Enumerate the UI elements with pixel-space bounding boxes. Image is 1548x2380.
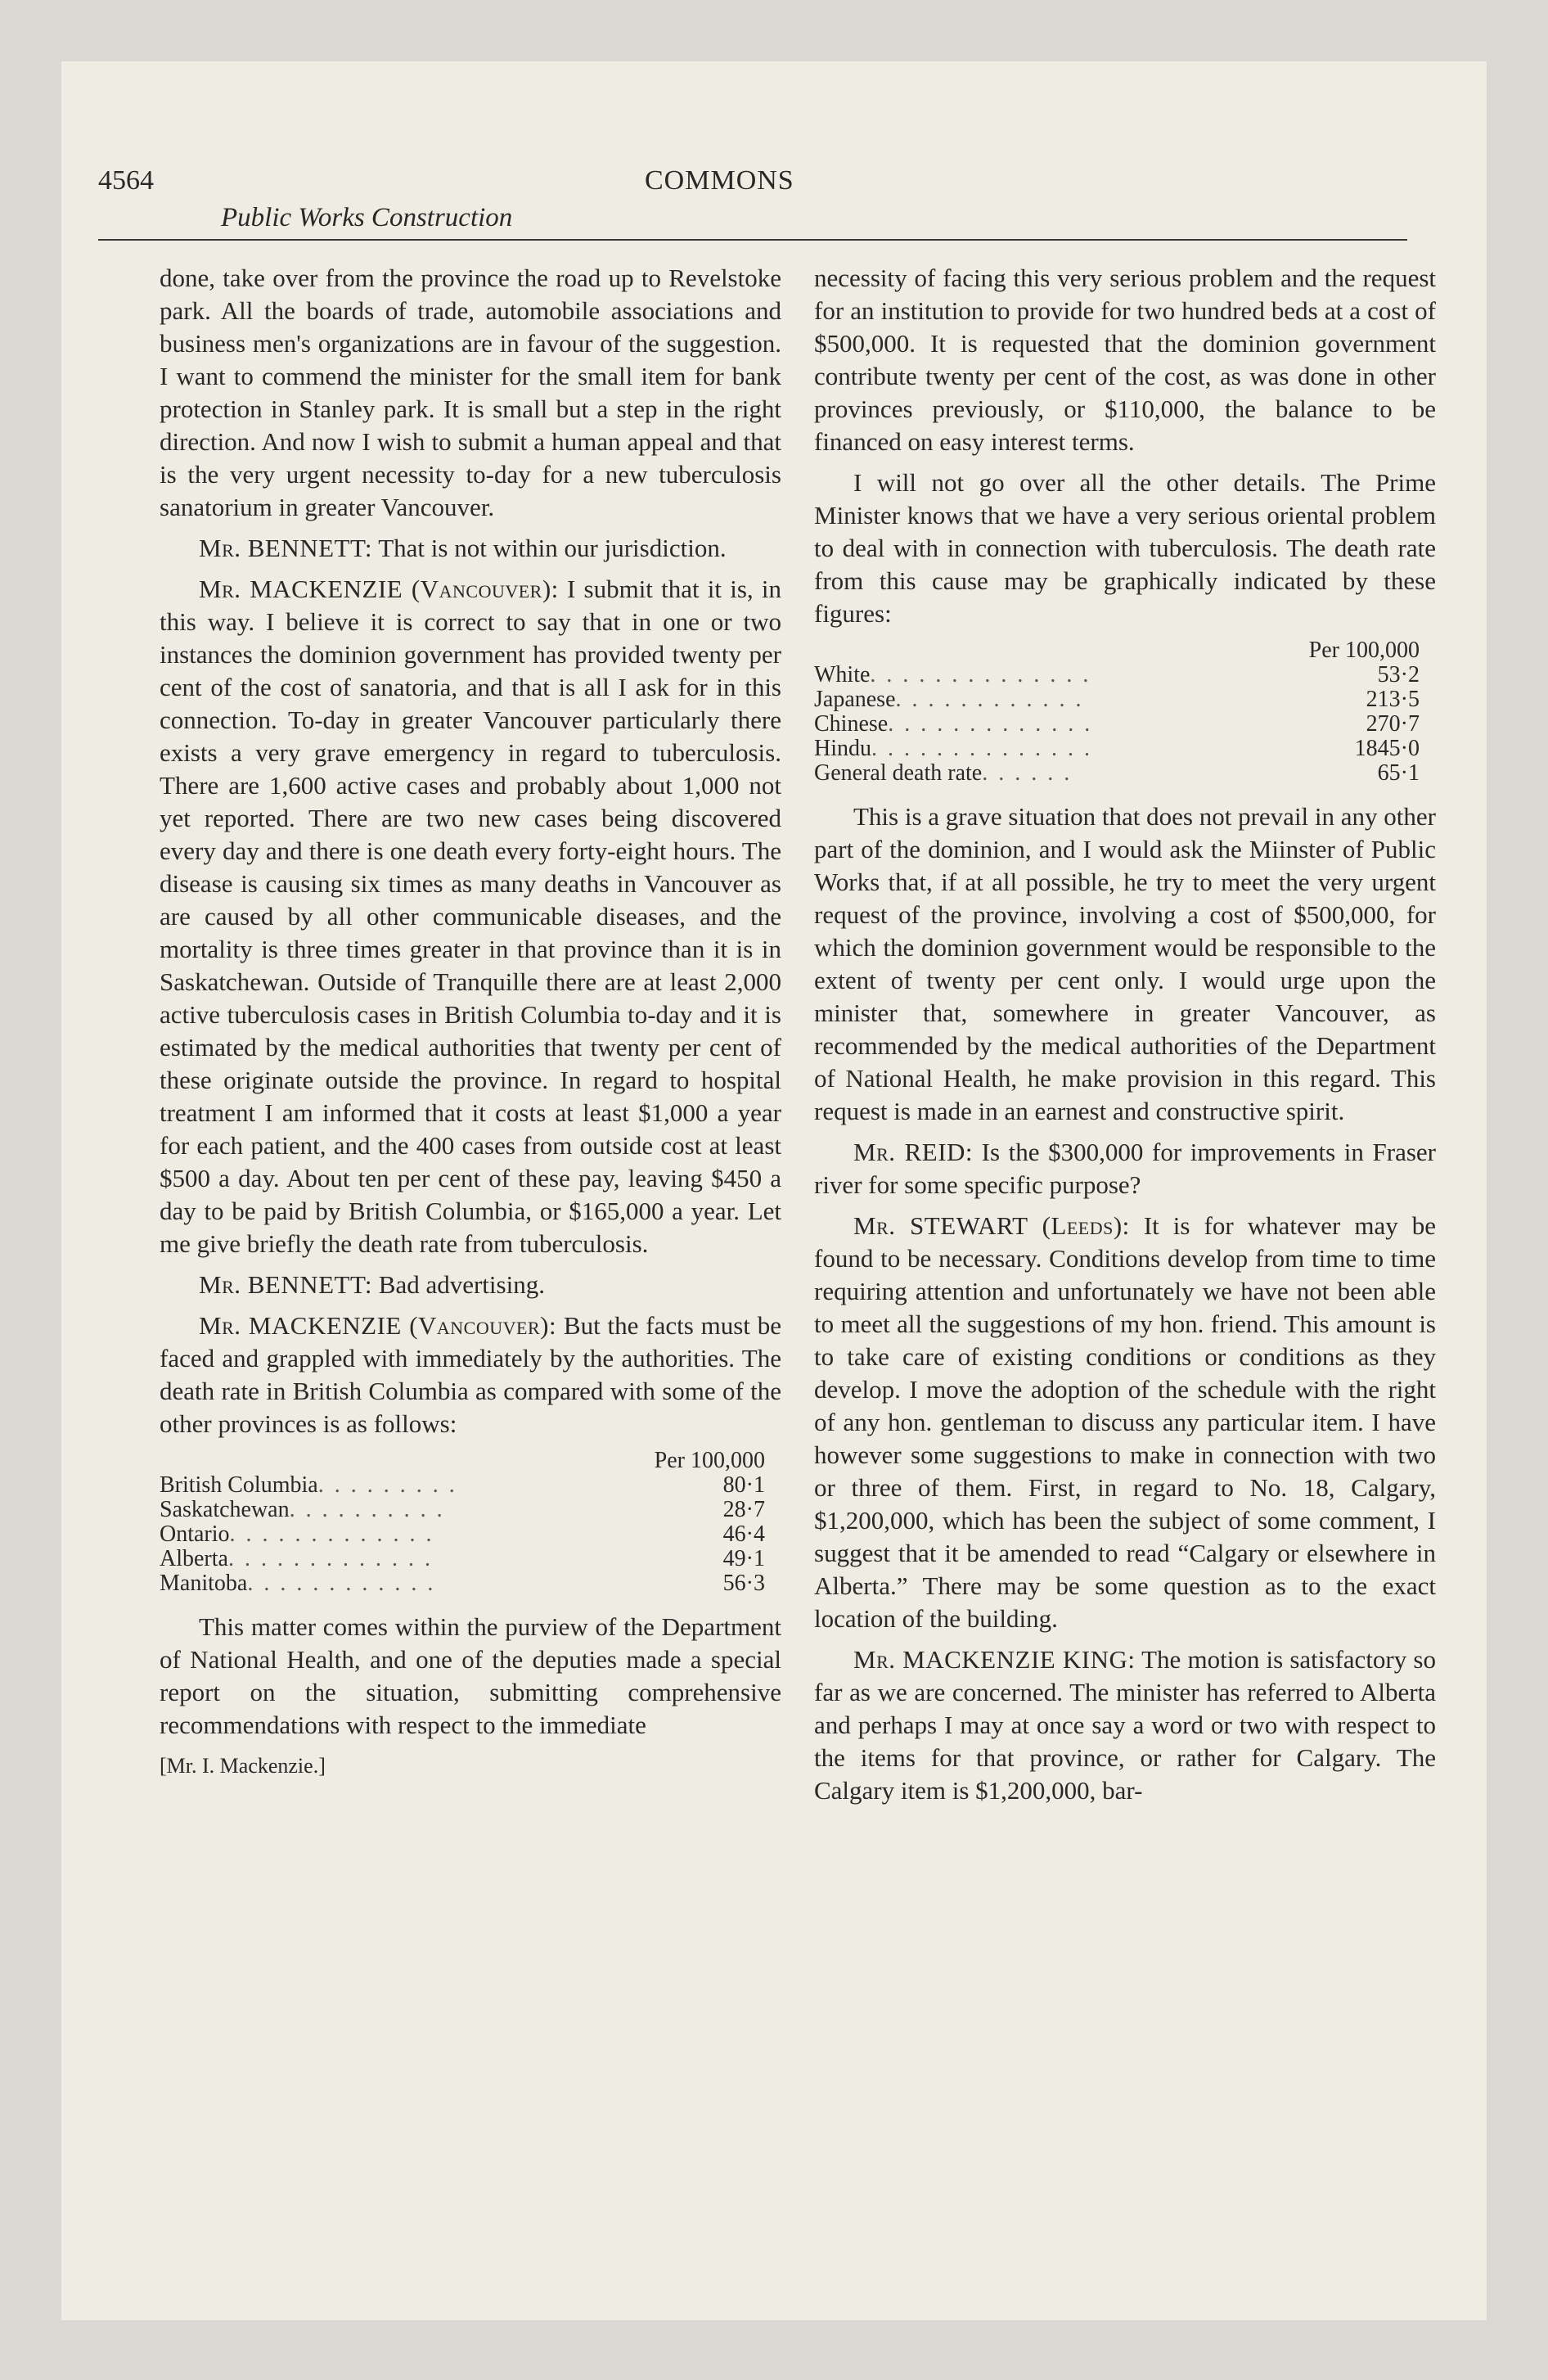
paragraph [814,1210,1436,1635]
row-value: 49·1 [722,1546,765,1571]
speaker-name: Mr. MACKENZIE (Vancouver): [199,1311,557,1340]
speaker-name: Mr. MACKENZIE (Vancouver): [199,575,559,603]
row-value: 213·5 [1366,687,1420,712]
row-label: White [814,663,871,687]
left-column [160,262,781,1783]
header-rule [98,239,1407,241]
table-row [160,1473,781,1498]
row-value: 80·1 [722,1472,765,1498]
table-row [160,1522,781,1547]
speaker-name: Mr. BENNETT: [199,1270,373,1299]
speech-text: That is not within our jurisdiction. [372,534,727,562]
table-row [814,687,1436,712]
paragraph: This is a grave situation that does not prevail in any other part of the dominion, and I would ask the Miinster of Public Works that, if at all possible, he try to meet the very urgent request of the province, involving a cost of $500,000, for which the dominion government would be responsible to the extent of twenty per cent only. I would urge upon the minister that, somewhere in greater Vancouver, as recommended by the medical authorities of the Department of National Health, he make provision in this regard. This request is made in an earnest and constructive spirit. [814,802,1436,1125]
table-row [160,1547,781,1571]
speech-text: Is the $300,000 for improvements in Fraser river for some specific purpose? [814,1138,1436,1199]
leader-dots: . . . . . . . . . . . . . [229,1522,434,1547]
row-value: 28·7 [722,1497,765,1522]
speech-text: But the facts must be faced and grappled with immediately by the authorities. The death rate in British Columbia as compared with some of the other provinces is as follows: [160,1311,781,1438]
row-label: Hindu [814,737,871,761]
leader-dots: . . . . . . . . . . [289,1498,445,1522]
row-value: 46·4 [722,1521,765,1547]
row-label: Manitoba [160,1571,248,1596]
leader-dots: . . . . . . . . . . . . . . [870,663,1091,687]
leader-dots: . . . . . . . . . . . . [247,1571,436,1596]
leader-dots: . . . . . . [982,761,1073,786]
paragraph [160,1309,781,1440]
leader-dots: . . . . . . . . . . . . . . [871,737,1092,761]
leader-dots: . . . . . . . . . . . . . [227,1547,433,1571]
table-row [160,1571,781,1596]
row-value: 56·3 [722,1571,765,1596]
row-label: General death rate [814,761,983,786]
row-label: Ontario [160,1522,230,1547]
table-row [814,761,1436,786]
leader-dots: . . . . . . . . . [317,1473,457,1498]
right-column [814,262,1436,1815]
paragraph: I will not go over all the other details. The Prime Minister knows that we have a very serious oriental problem to deal with in connection with tuberculosis. The death rate from this cause may be graphically indicated by these figures: [814,468,1436,628]
speech-text: Bad advertising. [372,1270,545,1299]
row-label: Saskatchewan [160,1498,290,1522]
page-number: 4564 [98,165,154,196]
paragraph [160,1269,781,1301]
speaker-name: Mr. REID: [853,1138,974,1166]
paragraph [814,1136,1436,1201]
table-header: Per 100,000 [1308,638,1420,663]
paragraph: done, take over from the province the road up to Revelstoke park. All the boards of trade, automobile associations and business men's organizations are in favour of the suggestion. I want to commend the minister for the small item for bank protection in Stanley park. It is small but a step in the right direction. And now I wish to submit a human appeal and that is the very urgent necessity to-day for a new tuberculosis sanatorium in greater Vancouver. [160,264,781,521]
paragraph [814,1643,1436,1807]
row-label: Alberta [160,1547,228,1571]
speech-text: I submit that it is, in this way. I believe it is correct to say that in one or two instances the dominion government has provided twenty per cent of the cost of sanatoria, and that is all I ask for in this connection. To-day in greater Vancouver particularly there exists a very grave emergency in regard to tuberculosis. There are 1,600 active cases and probably about 1,000 not yet reported. There are two new cases being discovered every day and there is one death every forty-eight hours. The disease is causing six times as many deaths in Vancouver as are caused by all other communicable diseases, and the mortality is three times greater in that province than it is in Saskatchewan. Outside of Tranquille there are at least 2,000 active tuberculosis cases in British Columbia to-day and it is estimated by the medical authorities that twenty per cent of these originate outside the province. In regard to hospital treatment I am informed that it costs at least $1,000 a year for each patient, and the 400 cases from outside cost at least $500 a day. About ten per cent of these pay, leaving $450 a day to be paid by British Columbia, or $165,000 a year. Let me give briefly the death rate from tuberculosis. [160,575,781,1258]
row-value: 270·7 [1366,711,1420,737]
row-value: 53·2 [1377,662,1420,687]
row-label: British Columbia [160,1473,318,1498]
paragraph [160,532,781,565]
paragraph: This matter comes within the purview of the Department of National Health, and one of the deputies made a special report on the situation, submitting comprehensive recommendations with respect to the immediate [160,1612,781,1739]
footer-note: [Mr. I. Mackenzie.] [160,1754,326,1778]
table-row [814,737,1436,761]
table-row [814,663,1436,687]
speaker-name: Mr. MACKENZIE KING: [853,1645,1136,1674]
speech-text: It is for whatever may be found to be necessary. Conditions develop from time to time requiring attention and unfortunately we have not been able to meet all the suggestions of my hon. friend. This amount is to take care of existing conditions or conditions as they develop. I move the adoption of the schedule with the right of any hon. gentleman to discuss any particular item. I have however some suggestions to make in connection with two or three of them. First, in regard to No. 18, Calgary, $1,200,000, which has been the subject of some comment, I suggest that it be amended to read “Calgary or elsewhere in Alberta.” There may be some question as to the exact location of the building. [814,1211,1436,1633]
province-death-rate-table [160,1449,781,1596]
race-death-rate-table [814,638,1436,786]
speaker-name: Mr. BENNETT: [199,534,373,562]
row-label: Japanese [814,687,896,712]
paragraph: necessity of facing this very serious problem and the request for an institution to provide for two hundred beds at a cost of $500,000. It is requested that the dominion government contribute twenty per cent of the cost, as was done in other provinces previously, or $110,000, the balance to be financed on easy interest terms. [814,264,1436,456]
table-row [160,1498,781,1522]
speaker-name: Mr. STEWART (Leeds): [853,1211,1130,1240]
paragraph [160,573,781,1260]
running-head: COMMONS [645,165,794,196]
table-header: Per 100,000 [654,1448,765,1473]
row-label: Chinese [814,712,889,737]
leader-dots: . . . . . . . . . . . . [895,687,1084,712]
leader-dots: . . . . . . . . . . . . . [888,712,1093,737]
page-header [98,98,1407,232]
speech-text: The motion is satisfactory so far as we are concerned. The minister has referred to Alberta and perhaps I may at once say a word or two with respect to the items for that province, or rather for Calgary. The Calgary item is $1,200,000, bar- [814,1645,1436,1805]
section-title: Public Works Construction [221,203,513,232]
row-value: 65·1 [1377,760,1420,786]
row-value: 1845·0 [1354,736,1420,761]
table-row [814,712,1436,737]
